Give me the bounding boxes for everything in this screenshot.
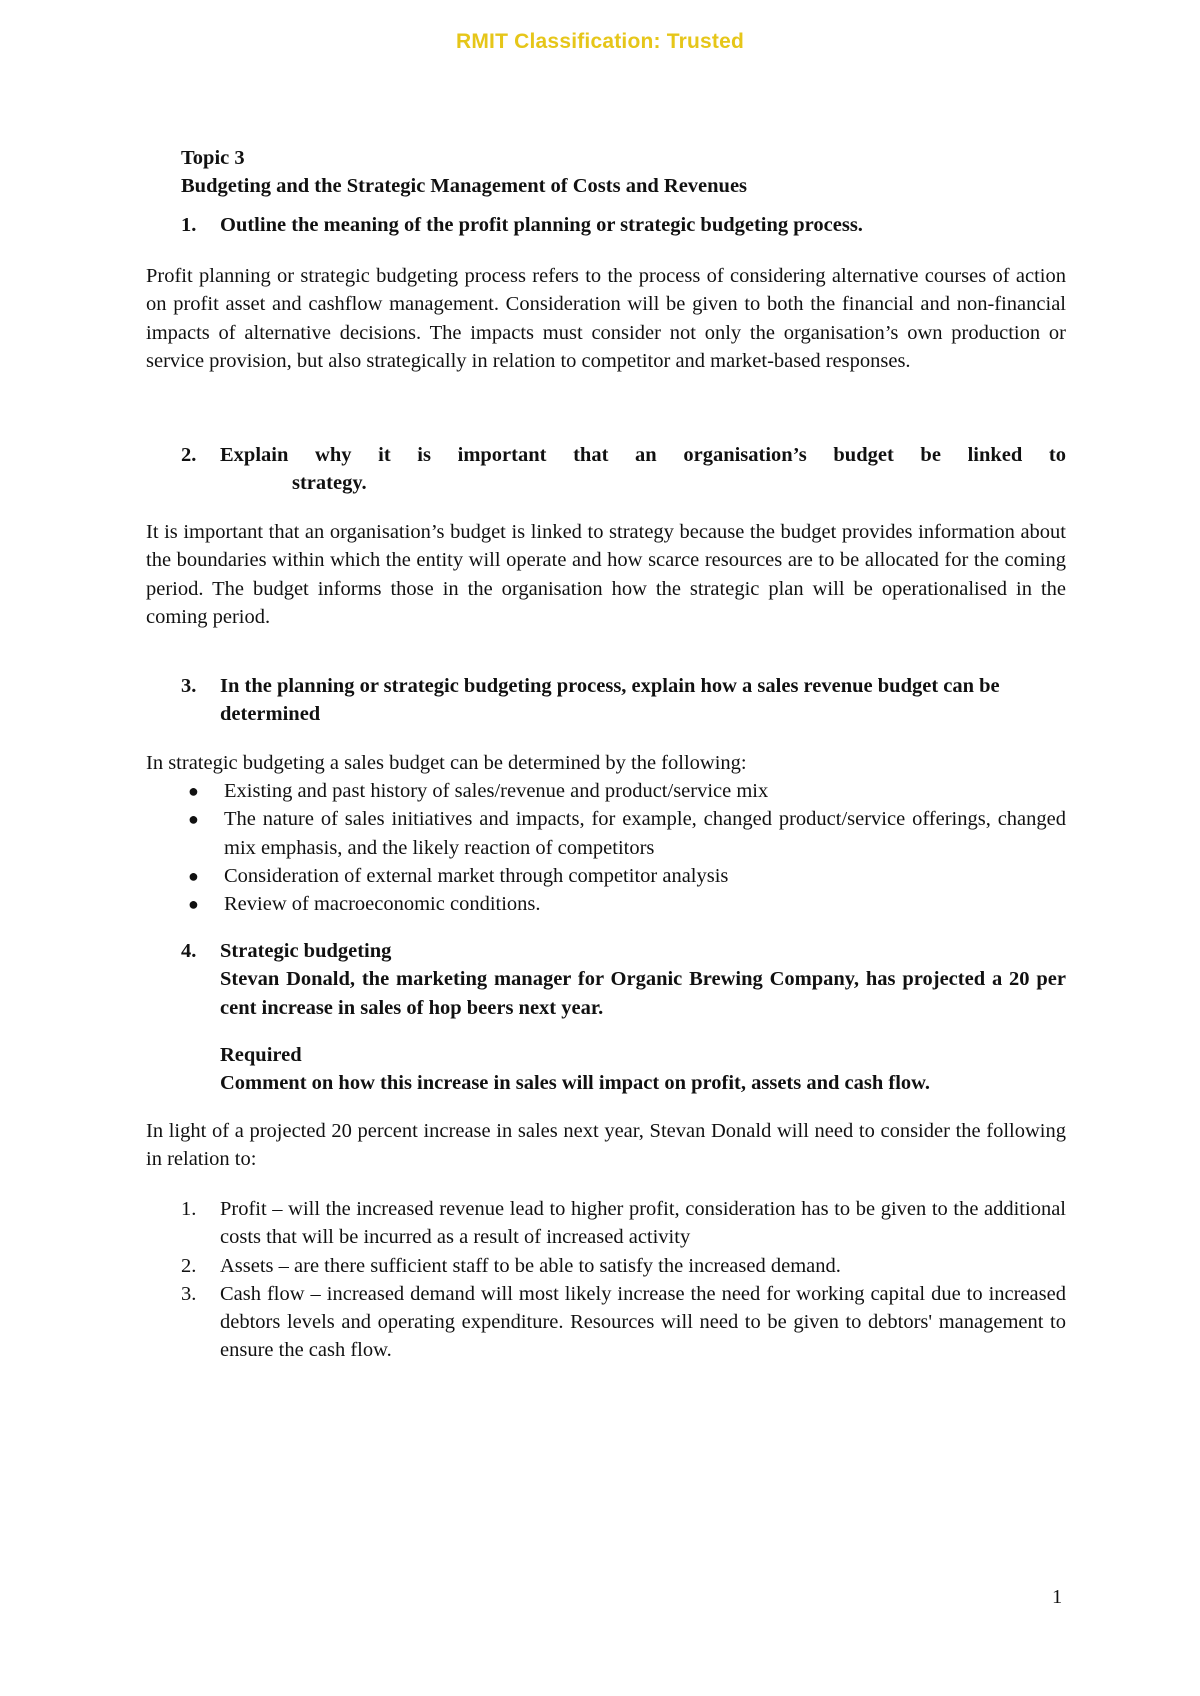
classification-label: RMIT Classification: Trusted — [456, 30, 744, 53]
required-label: Required — [220, 1044, 302, 1066]
topic-label: Topic 3 — [181, 147, 245, 169]
bullet-icon: ● — [188, 865, 199, 886]
topic-title: Budgeting and the Strategic Management of Costs and Revenues — [181, 175, 748, 198]
list-item: ● Existing and past history of sales/revenue and product/service mix — [146, 777, 1066, 805]
bullet-icon: ● — [188, 781, 199, 801]
question-2 — [181, 441, 1066, 469]
topic-heading — [181, 144, 1066, 201]
question-3 — [181, 672, 1066, 729]
question-4-number: 4. — [181, 940, 197, 962]
page-number: 1 — [1052, 1586, 1063, 1608]
list-item: 2. Assets – are there sufficient staff to be able to satisfy the increased demand. — [181, 1254, 841, 1277]
question-2-text-line1: Explain why it is important that an organisation’s budget be linked to — [220, 444, 1066, 466]
answer-3-bullet-list — [146, 777, 1066, 918]
bullet-icon: ● — [188, 809, 199, 830]
list-item: ● Review of macroeconomic conditions. — [146, 890, 1066, 918]
list-item: ● Consideration of external market through competitor analysis — [146, 862, 1066, 890]
list-item: 1. Profit – will the increased revenue lead to higher profit, consideration has to be given to the additional costs that will be incurred as a result of increased activity — [181, 1198, 1066, 1249]
question-4-scenario: Stevan Donald, the marketing manager for Organic Brewing Company, has projected a 20 per cent increase in sales of hop beers next year. — [220, 968, 1066, 1019]
answer-1: Profit planning or strategic budgeting process refers to the process of considering alternative courses of action on profit asset and cashflow management. Consideration will be given to both the financial and non-financial impacts of alternative decisions. The impacts must consider not only the organisation’s own production or service provision, but also strategically in relation to competitor and market-based responses. — [146, 265, 1066, 372]
list-item: 3. Cash flow – increased demand will most likely increase the need for working capital due to increased debtors levels and operating expenditure. Resources will need to be given to debtors' management to ensure the cash flow. — [181, 1282, 1066, 1362]
answer-2: It is important that an organisation’s budget is linked to strategy because the budget provides information about the boundaries within which the entity will operate and how scarce resources are to be allocated for the coming period. The budget informs those in the organisation how the strategic plan will be operationalised in the coming period. — [146, 521, 1066, 628]
question-1-number: 1. — [181, 214, 197, 236]
bullet-icon: ● — [188, 894, 199, 915]
question-4-required — [181, 1041, 1066, 1098]
question-2-number: 2. — [181, 444, 197, 466]
question-1 — [181, 211, 1066, 239]
question-3-text: In the planning or strategic budgeting process, explain how a sales revenue budget can be determined — [220, 675, 1000, 726]
question-4-title: Strategic budgeting — [220, 940, 392, 962]
question-4 — [181, 937, 1066, 1022]
answer-3-intro: In strategic budgeting a sales budget can be determined by the following: — [146, 752, 747, 774]
answer-4-intro: In light of a projected 20 percent increase in sales next year, Stevan Donald will need to consider the following in relation to: — [146, 1120, 1066, 1171]
question-2-text-line2: strategy. — [292, 472, 367, 494]
question-3-number: 3. — [181, 675, 197, 697]
question-1-text: Outline the meaning of the profit planning or strategic budgeting process. — [220, 214, 863, 236]
required-text: Comment on how this increase in sales will impact on profit, assets and cash flow. — [220, 1072, 930, 1095]
answer-4-numbered-list — [146, 1195, 1066, 1365]
list-item: ● The nature of sales initiatives and impacts, for example, changed product/service offerings, changed mix emphasis, and the likely reaction of competitors — [146, 805, 1066, 862]
